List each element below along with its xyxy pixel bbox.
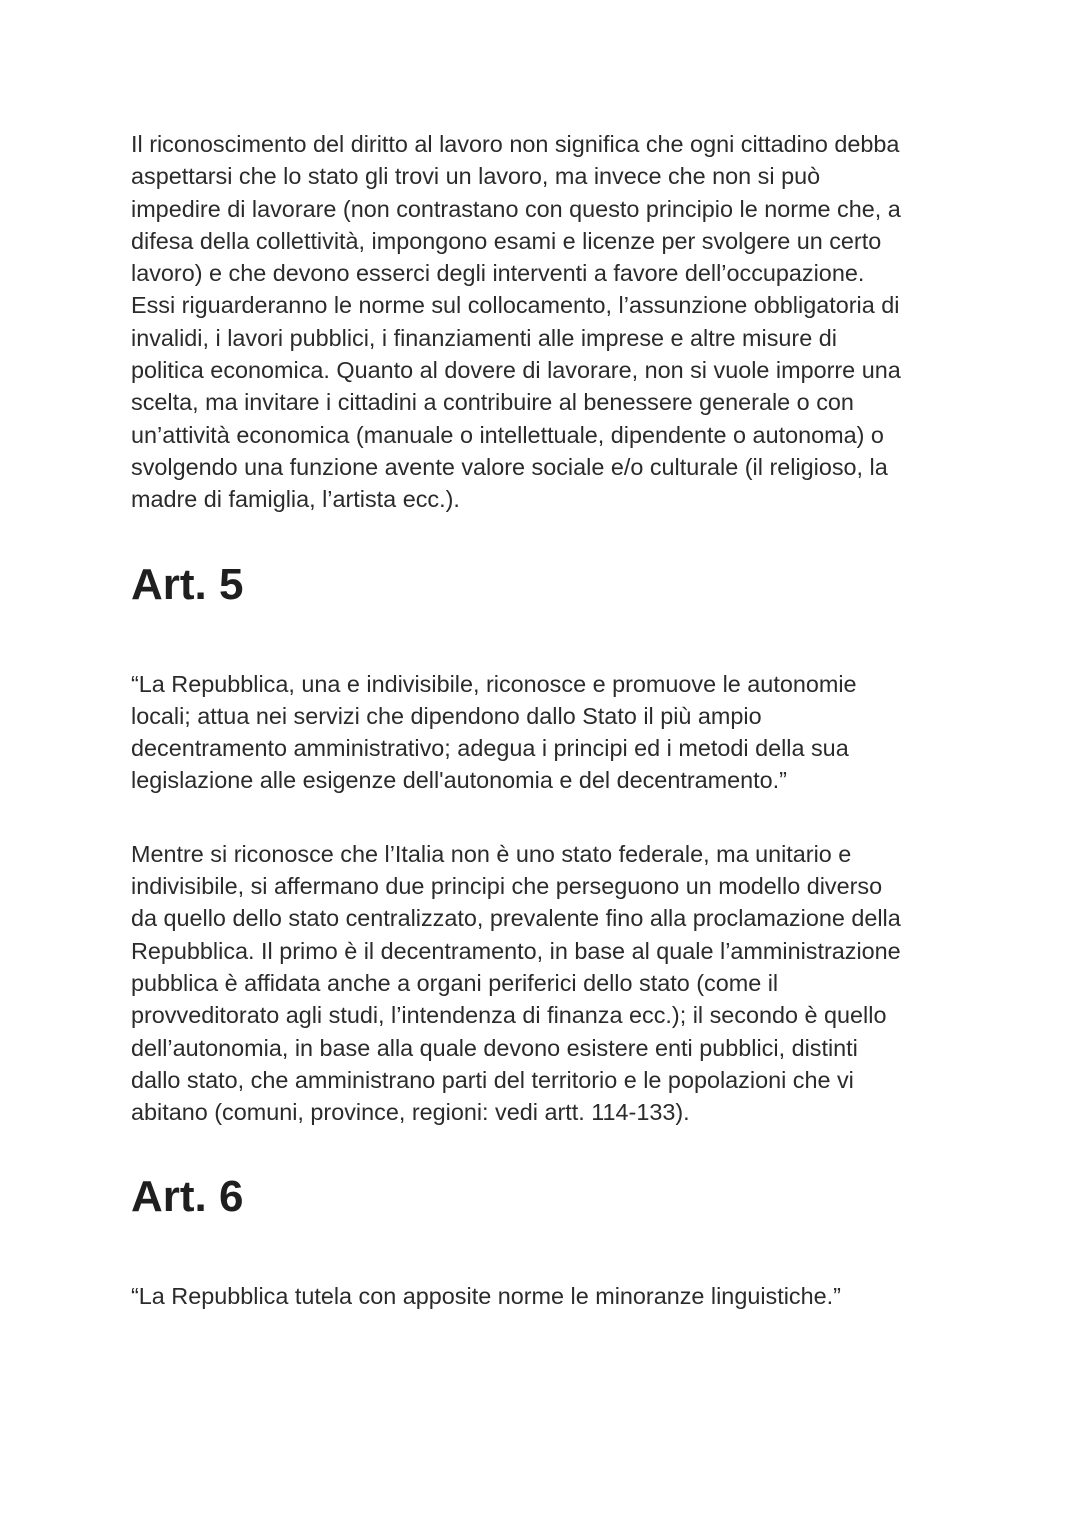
text-line: politica economica. Quanto al dovere di lavorare, non si vuole imporre una [131,357,901,384]
text-line: madre di famiglia, l’artista ecc.). [131,486,460,513]
text-line: decentramento amministrativo; adegua i principi ed i metodi della sua [131,735,849,762]
text-line: Repubblica. Il primo è il decentramento, in base al quale l’amministrazione [131,937,901,964]
intro-paragraph [131,128,961,516]
text-line: da quello dello stato centralizzato, prevalente fino alla proclamazione della [131,905,901,932]
text-line: “La Repubblica tutela con apposite norme le minoranze linguistiche.” [131,1283,841,1310]
text-line: aspettarsi che lo stato gli trovi un lavoro, ma invece che non si può [131,163,821,190]
text-line: invalidi, i lavori pubblici, i finanziamenti alle imprese e altre misure di [131,324,837,351]
text-line: provveditorato agli studi, l’intendenza di finanza ecc.); il secondo è quello [131,1002,887,1029]
article-heading-6: Art. 6 [131,1172,244,1222]
document-page [131,128,961,1313]
text-line: difesa della collettività, impongono esami e licenze per svolgere un certo [131,227,882,254]
text-line: Il riconoscimento del diritto al lavoro non significa che ogni cittadino debba [131,131,900,157]
text-line: “La Repubblica, una e indivisibile, riconosce e promuove le autonomie [131,670,857,697]
text-line: svolgendo una funzione avente valore sociale e/o culturale (il religioso, la [131,453,888,480]
text-line: locali; attua nei servizi che dipendono dallo Stato il più ampio [131,702,762,729]
text-line: indivisibile, si affermano due principi che perseguono un modello diverso [131,873,883,900]
text-line: Mentre si riconosce che l’Italia non è uno stato federale, ma unitario e [131,840,852,867]
text-line: legislazione alle esigenze dell'autonomia e del decentramento.” [131,767,787,794]
text-line: Essi riguarderanno le norme sul collocamento, l’assunzione obbligatoria di [131,292,900,319]
article-6-quote [131,1280,961,1312]
text-line: un’attività economica (manuale o intellettuale, dipendente o autonoma) o [131,421,884,448]
text-line: abitano (comuni, province, regioni: vedi artt. 114-133). [131,1099,690,1126]
text-line: dell’autonomia, in base alla quale devono esistere enti pubblici, distinti [131,1034,858,1061]
text-line: dallo stato, che amministrano parti del territorio e le popolazioni che vi [131,1066,854,1093]
article-heading-5: Art. 5 [131,559,244,609]
text-line: scelta, ma invitare i cittadini a contribuire al benessere generale o con [131,389,854,416]
article-5-commentary [131,838,961,1129]
text-line: impedire di lavorare (non contrastano con questo principio le norme che, a [131,195,901,222]
text-line: lavoro) e che devono esserci degli interventi a favore dell’occupazione. [131,260,865,287]
text-line: pubblica è affidata anche a organi periferici dello stato (come il [131,969,779,996]
article-5-quote [131,668,961,797]
